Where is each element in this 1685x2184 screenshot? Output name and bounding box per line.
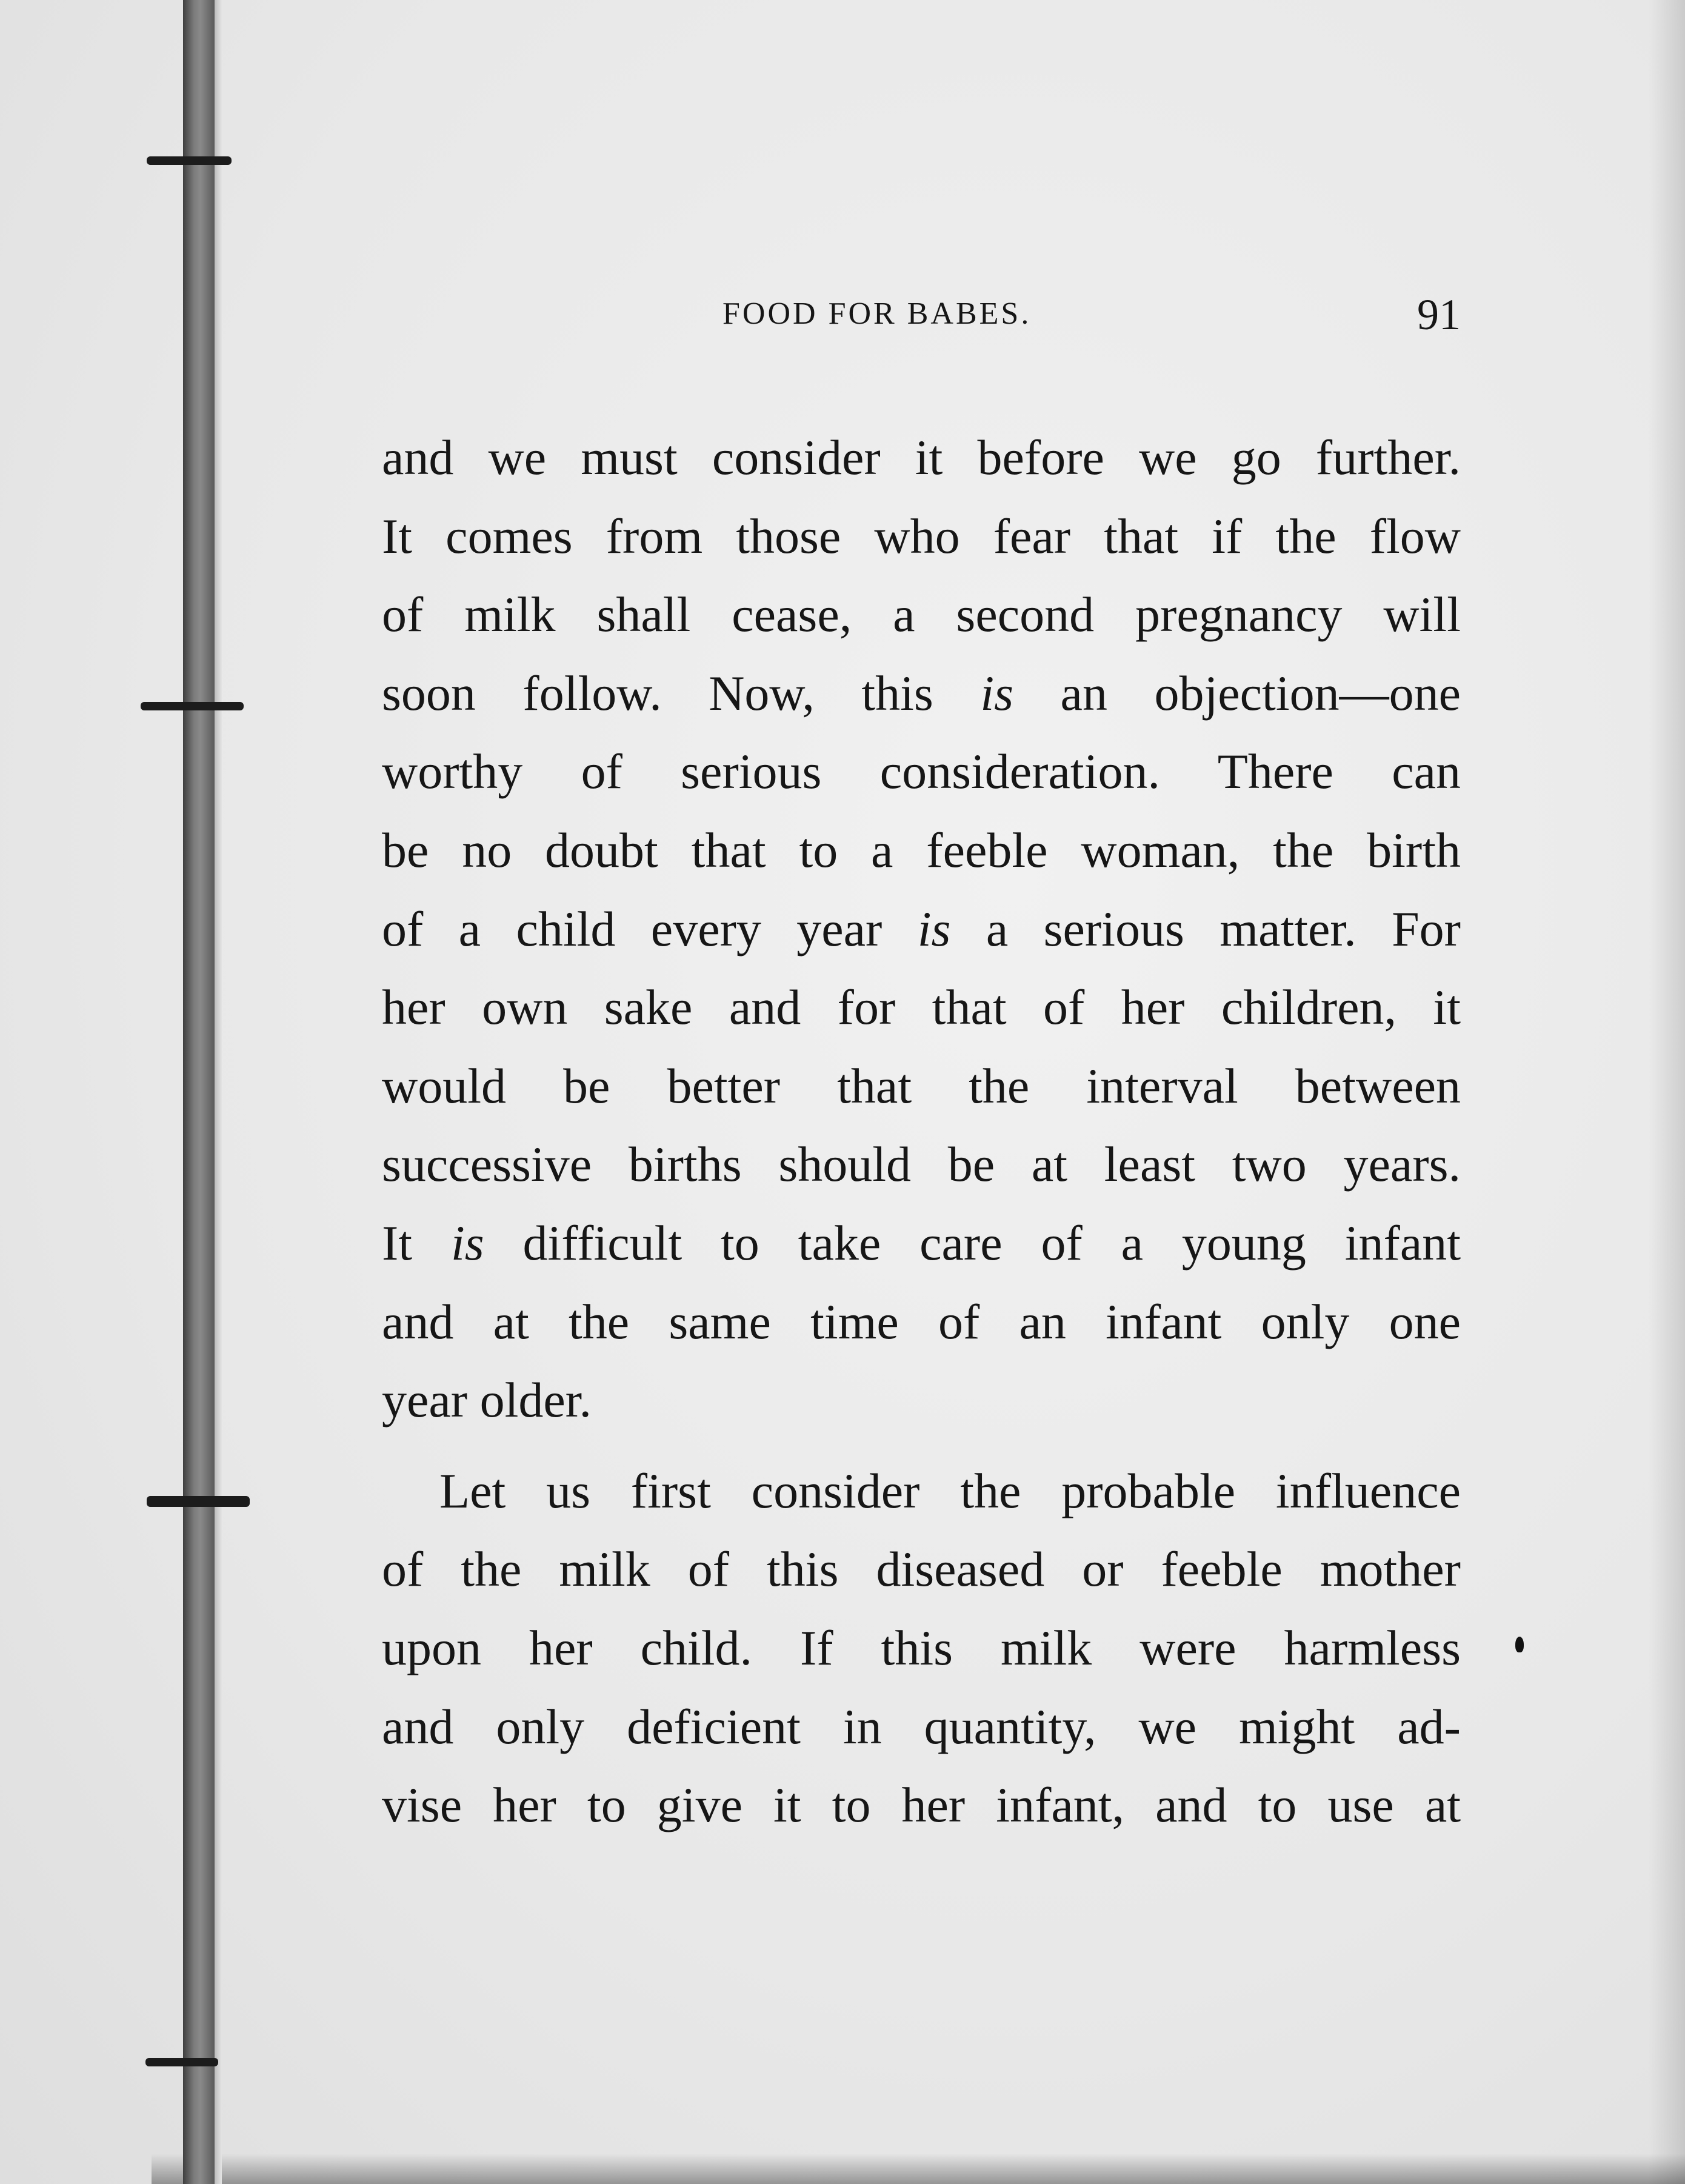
text-line: worthy of serious consideration. There can <box>382 744 1461 800</box>
binding-stitch <box>147 156 232 165</box>
paragraph <box>382 1452 1461 1845</box>
text-line: and we must consider it before we go further. <box>382 430 1461 485</box>
text-line: Let us first consider the probable influence <box>439 1463 1461 1518</box>
text-line: soon follow. Now, this is an objection—one <box>382 665 1461 721</box>
ink-mark <box>1515 1637 1524 1652</box>
binding-stitch <box>145 2058 218 2066</box>
text-line: and only deficient in quantity, we might ad- <box>382 1698 1461 1754</box>
running-title: FOOD FOR BABES. <box>722 296 1032 331</box>
text-line: would be better that the interval between <box>382 1058 1461 1114</box>
page-header <box>364 290 1461 338</box>
body-text <box>382 418 1461 1845</box>
text-line: upon her child. If this milk were harmless <box>382 1620 1461 1675</box>
binding-edge <box>215 0 222 2184</box>
text-line: vise her to give it to her infant, and to use at <box>382 1777 1461 1833</box>
text-line: and at the same time of an infant only one <box>382 1294 1461 1349</box>
text-line: be no doubt that to a feeble woman, the birth <box>382 822 1461 878</box>
page-number: 91 <box>1417 290 1461 339</box>
binding-stitch <box>147 1496 250 1507</box>
paragraph <box>382 418 1461 1440</box>
page-bottom-edge <box>152 2154 1685 2184</box>
paragraph-gap <box>382 1440 1461 1452</box>
text-line: It is difficult to take care of a young infant <box>382 1215 1461 1271</box>
text-line: It comes from those who fear that if the flow <box>382 508 1461 564</box>
text-line: her own sake and for that of her children, it <box>382 980 1461 1035</box>
text-line: of a child every year is a serious matter. For <box>382 901 1461 957</box>
binding-strip <box>183 0 215 2184</box>
binding-stitch <box>141 702 244 710</box>
text-line: year older. <box>382 1372 592 1428</box>
page-shadow <box>1649 0 1685 2184</box>
text-line: of milk shall cease, a second pregnancy will <box>382 587 1461 643</box>
text-line: successive births should be at least two years. <box>382 1137 1461 1192</box>
text-line: of the milk of this diseased or feeble mother <box>382 1541 1461 1597</box>
